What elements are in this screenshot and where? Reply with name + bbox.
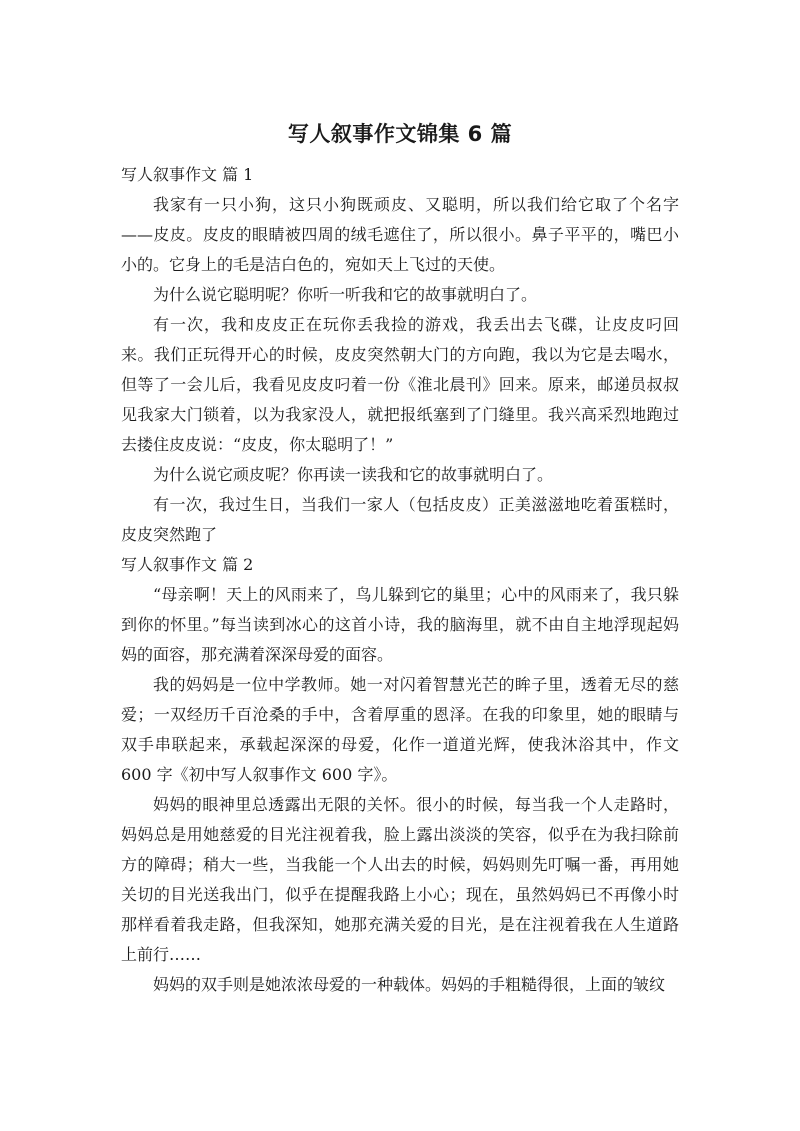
paragraph: 有一次，我过生日，当我们一家人（包括皮皮）正美滋滋地吃着蛋糕时，皮皮突然跑了 [121,495,679,544]
paragraph: 为什么说它聪明呢？你听一听我和它的故事就明白了。 [153,285,538,304]
paragraph: 我家有一只小狗，这只小狗既顽皮、又聪明，所以我们给它取了个名字——皮皮。皮皮的眼睛被四周的绒毛遮住了，所以很小。鼻子平平的，嘴巴小小的。它身上的毛是洁白色的，宛如天上飞过的天使。 [121,195,679,274]
paragraph: 为什么说它顽皮呢？你再读一读我和它的故事就明白了。 [153,465,554,484]
section-heading-1: 写人叙事作文 篇 1 [121,165,254,184]
paragraph: 有一次，我和皮皮正在玩你丢我捡的游戏，我丢出去飞碟，让皮皮叼回来。我们正玩得开心的时候，皮皮突然朝大门的方向跑，我以为它是去喝水，但等了一会儿后，我看见皮皮叼着一份《淮北晨刊》回来。原来，邮递员叔叔见我家大门锁着，以为我家没人，就把报纸塞到了门缝里。我兴高采烈地跑过去搂住皮皮说：“皮皮，你太聪明了！” [121,315,679,454]
paragraph: 我的妈妈是一位中学教师。她一对闪着智慧光芒的眸子里，透着无尽的慈爱；一双经历千百沧桑的手中，含着厚重的恩泽。在我的印象里，她的眼睛与双手串联起来，承载起深深的母爱，化作一道道光辉，使我沐浴其中，作文 600 字《初中写人叙事作文 600 字》。 [121,675,679,784]
section-heading-2: 写人叙事作文 篇 2 [121,555,254,574]
paragraph: “母亲啊！天上的风雨来了，鸟儿躲到它的巢里；心中的风雨来了，我只躲到你的怀里。”每当读到冰心的这首小诗，我的脑海里，就不由自主地浮现起妈妈的面容，那充满着深深母爱的面容。 [121,585,679,664]
document-title: 写人叙事作文锦集 6 篇 [287,122,513,146]
paragraph: 妈妈的双手则是她浓浓母爱的一种载体。妈妈的手粗糙得很，上面的皱纹 [153,975,666,994]
paragraph: 妈妈的眼神里总透露出无限的关怀。很小的时候，每当我一个人走路时，妈妈总是用她慈爱的目光注视着我，脸上露出淡淡的笑容，似乎在为我扫除前方的障碍；稍大一些，当我能一个人出去的时候，妈妈则先叮嘱一番，再用她关切的目光送我出门，似乎在提醒我路上小心；现在，虽然妈妈已不再像小时那样看着我走路，但我深知，她那充满关爱的目光，是在注视着我在人生道路上前行…… [121,795,679,964]
document-body [121,160,679,1000]
